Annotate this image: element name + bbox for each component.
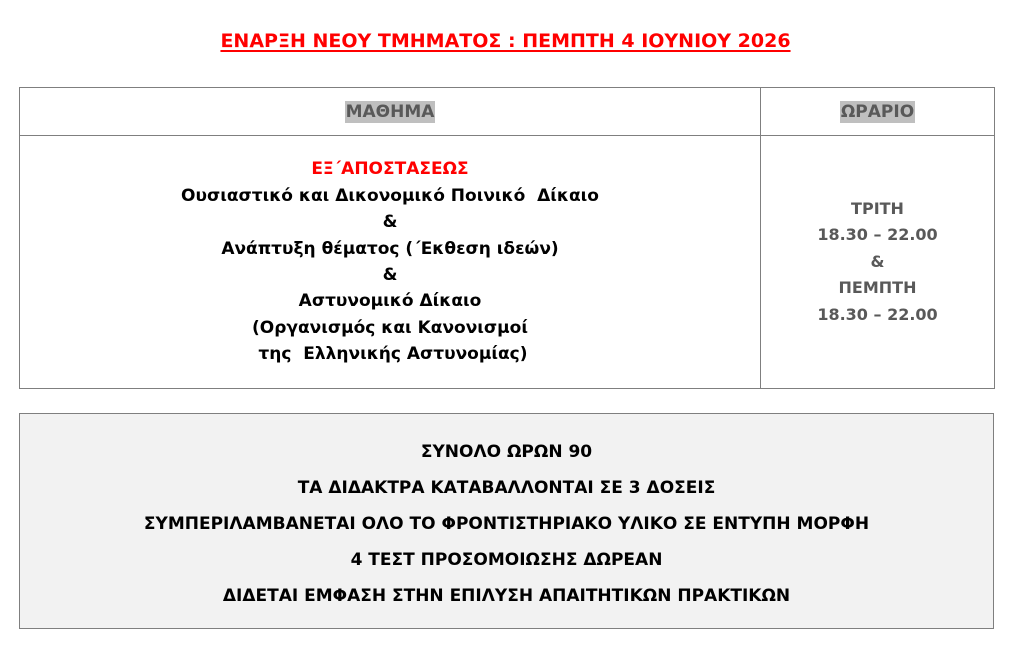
hours-cell (761, 136, 995, 389)
hours-line: 18.30 – 22.00 (817, 304, 938, 324)
course-line: της Ελληνικής Αστυνομίας) (252, 344, 528, 365)
page-title (0, 26, 1011, 56)
table-row (20, 136, 995, 389)
page-title-text: ΕΝΑΡΞΗ ΝΕΟΥ ΤΜΗΜΑΤΟΣ : ΠΕΜΠΤΗ 4 ΙΟΥΝΙΟΥ 2026 (220, 30, 791, 52)
course-cell (20, 136, 761, 389)
summary-line: ΣΥΜΠΕΡΙΛΑΜΒΑΝΕΤΑΙ ΟΛΟ ΤΟ ΦΡΟΝΤΙΣΤΗΡΙΑΚΟ ΥΛΙΚΟ ΣΕ ΕΝΤΥΠΗ ΜΟΡΦΗ (143, 514, 870, 534)
summary-line: ΔΙΔΕΤΑΙ ΕΜΦΑΣΗ ΣΤΗΝ ΕΠΙΛΥΣΗ ΑΠΑΙΤΗΤΙΚΩΝ ΠΡΑΚΤΙΚΩΝ (222, 586, 791, 606)
summary-line: 4 ΤΕΣΤ ΠΡΟΣΟΜΟΙΩΣΗΣ ΔΩΡΕΑΝ (350, 550, 663, 570)
hours-header-cell (761, 88, 995, 136)
course-line: & (382, 265, 398, 285)
hours-header: ΩΡΑΡΙΟ (840, 101, 915, 122)
course-line: & (382, 212, 398, 233)
summary-box (19, 413, 994, 629)
summary-line: ΣΥΝΟΛΟ ΩΡΩΝ 90 (420, 442, 593, 462)
schedule-table (19, 87, 995, 389)
course-line: (Οργανισμός και Κανονισμοί (252, 317, 528, 338)
table-header-row (20, 88, 995, 136)
summary-line: ΤΑ ΔΙΔΑΚΤΡΑ ΚΑΤΑΒΑΛΛΟΝΤΑΙ ΣΕ 3 ΔΟΣΕΙΣ (297, 478, 716, 498)
course-header: ΜΑΘΗΜΑ (345, 101, 435, 122)
hours-line: ΠΕΜΠΤΗ (838, 278, 917, 298)
course-line: Ουσιαστικό και Δικονομικό Ποινικό Δίκαιο (181, 185, 599, 206)
hours-line: ΤΡΙΤΗ (851, 198, 904, 218)
course-line: Αστυνομικό Δίκαιο (298, 291, 482, 312)
course-mode: ΕΞ΄ΑΠΟΣΤΑΣΕΩΣ (311, 159, 469, 180)
hours-line: & (870, 251, 885, 271)
course-line: Ανάπτυξη θέματος (΄Εκθεση ιδεών) (221, 238, 559, 259)
hours-line: 18.30 – 22.00 (817, 225, 938, 245)
course-header-cell (20, 88, 761, 136)
